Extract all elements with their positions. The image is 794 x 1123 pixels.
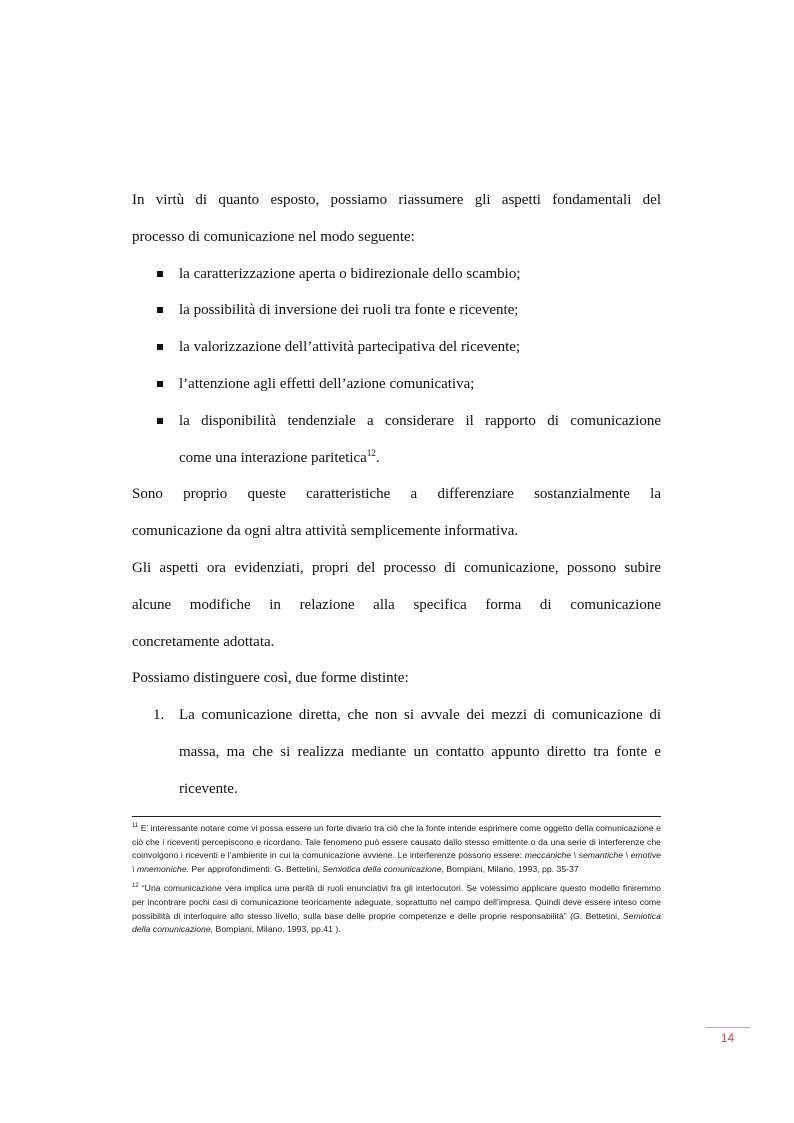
forms-list — [132, 697, 661, 807]
page-number-rule — [705, 1027, 750, 1028]
paragraph-2-line-2: comunicazione da ogni altra attività semplicemente informativa. — [132, 523, 519, 540]
intro-line-1: In virtù di quanto esposto, possiamo riassumere gli aspetti fondamentali del — [132, 192, 661, 208]
square-bullet-icon — [157, 271, 163, 277]
square-bullet-icon — [157, 344, 163, 350]
feature-list — [132, 256, 661, 477]
paragraph-3-line-1: Gli aspetti ora evidenziati, propri del processo di comunicazione, possono subire — [132, 559, 661, 576]
paragraph-3-line-3: concretamente adottata. — [132, 633, 275, 650]
list-item: la valorizzazione dell’attività partecipativa del ricevente; — [132, 329, 661, 366]
paragraph-4: Possiamo distinguere così, due forme distinte: — [132, 670, 409, 687]
list-item: la possibilità di inversione dei ruoli tra fonte e ricevente; — [132, 292, 661, 329]
footnote-12: $^{12}$ “Una comunicazione vera implica una parità di ruoli enunciativi fra gli interlocutori. Se volessimo applicare questo modello finiremmo per incontrare pochi casi di comunicazione teoricamente adeguate, soprattutto nel campo dell’impresa. Quindi deve essere inteso come possibilità di interloquire allo stesso livello, sulla base delle proprie competenze e delle proprie responsabilità” (G. Bettetini, Semiotica della comunicazione, Bompiani, Milano, 1993, pp.41 ). — [132, 883, 661, 935]
square-bullet-icon — [157, 418, 163, 424]
square-bullet-icon — [157, 381, 163, 387]
intro-line-2: processo di comunicazione nel modo seguente: — [132, 228, 415, 245]
square-bullet-icon — [157, 307, 163, 313]
main-text — [132, 182, 661, 808]
page-number: 14 — [720, 1031, 735, 1045]
paragraph-2-line-1: Sono proprio queste caratteristiche a differenziare sostanzialmente la — [132, 486, 661, 503]
footnote-11: $^{11}$ E’ interessante notare come vi possa essere un forte divario tra ciò che la fonte intende esprimere come oggetto della comunicazione e ciò che i riceventi percepiscono e ricordano. Tale fenomeno può essere causato dallo stesso emittente o da una serie di interferenze che coinvolgono i riceventi e l’ambiente in cui la comunicazione avviene. Le interferenze possono essere: meccaniche \ semantiche \ emotive \ mnemoniche. Per approfondimenti: G. Bettetini, Semiotica della comunicazione, Bompiani, Milano, 1993, pp. 35-37 — [132, 823, 662, 874]
paragraph-3-line-2: alcune modifiche in relazione alla specifica forma di comunicazione — [132, 596, 661, 613]
list-item: la disponibilità tendenziale a considerare il rapporto di comunicazione come una interazione paritetica$^{12}$. — [132, 403, 661, 477]
list-item: la caratterizzazione aperta o bidirezionale dello scambio; — [132, 256, 661, 293]
list-item: 1. La comunicazione diretta, che non si avvale dei mezzi di comunicazione di massa, ma che si realizza mediante un contatto appunto diretto tra fonte e ricevente. — [132, 697, 661, 807]
footnotes — [132, 822, 661, 943]
item-number: 1. — [153, 707, 165, 724]
footnote-separator — [132, 816, 661, 817]
footnote-ref-12[interactable]: 12 — [366, 447, 376, 458]
list-item: l’attenzione agli effetti dell’azione comunicativa; — [132, 366, 661, 403]
